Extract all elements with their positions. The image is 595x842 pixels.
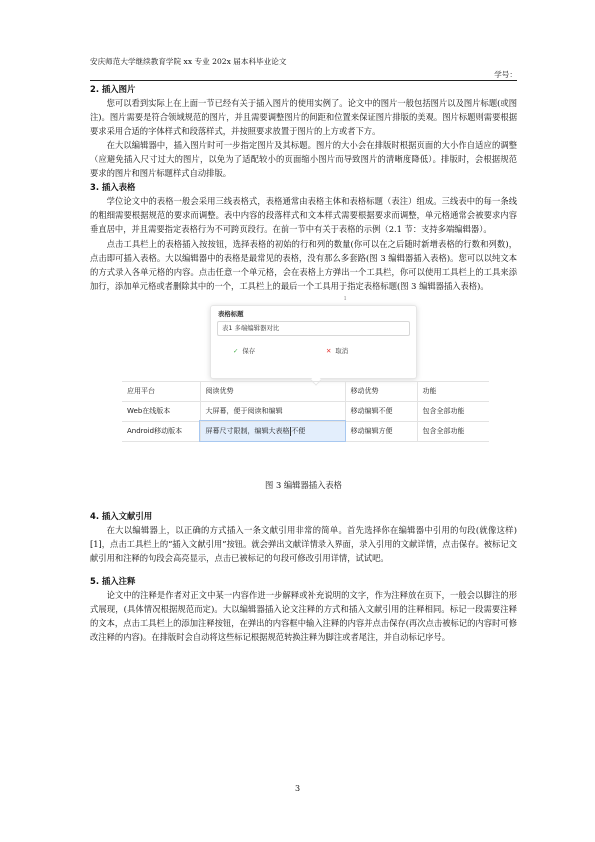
table-cell[interactable]: 移动编辑方便 <box>345 421 417 441</box>
section-insert-note <box>90 574 517 644</box>
cancel-button[interactable] <box>326 346 348 356</box>
section-heading: 2. 插入图片 <box>90 84 136 94</box>
running-header-student-id: 学号： <box>494 70 517 79</box>
save-label: 保存 <box>242 346 256 355</box>
selected-table-cell[interactable] <box>200 421 345 441</box>
header-rule <box>90 80 517 81</box>
table-title-dialog <box>210 305 417 379</box>
table-cell[interactable]: 包含全部功能 <box>417 421 489 441</box>
cancel-label: 取消 <box>335 346 349 355</box>
page-body <box>90 82 517 644</box>
cell-text: 不便 <box>291 427 306 436</box>
paragraph: 论文中的注释是作者对正文中某一内容作进一步解释或补充说明的文字，作为注释放在页下，一般会以脚注的形式展现，(具体情况根据规范而定)。大以编辑器插入论文注释的方式和插入文献引用的注释相同。标记一段需要注释的文本，点击工具栏上的添加注释按钮，在弹出的内容框中输入注释的内容并点击保存(再次点击被标记的内容时可修改注释的内容)。在排版时会自动将这些标记根据规范转换注释为脚注或者尾注，并自动标记序号。 <box>90 589 517 643</box>
table-cell[interactable]: 功能 <box>417 381 489 401</box>
table-cell[interactable]: Web在线版本 <box>122 401 200 421</box>
table-row <box>122 401 489 421</box>
page-number: 3 <box>294 784 301 793</box>
section-insert-image <box>90 82 517 180</box>
paragraph: 在大以编辑器中，插入图片时可一步指定图片及其标题。图片的大小会在排版时根据页面的大小作自适应的调整（应避免插入尺寸过大的图片，以免为了适配较小的页面缩小图片而导致图片的清晰度降低）。排版时，会根据规范要求的图片和图片标题样式自动排版。 <box>90 140 517 179</box>
section-insert-table <box>90 180 517 292</box>
table-cell[interactable]: 大屏幕，便于阅读和编辑 <box>200 401 345 421</box>
editor-table <box>122 381 489 442</box>
table-row <box>122 421 489 441</box>
dialog-title: 表格标题 <box>218 309 244 318</box>
running-header-title: 安庆师范大学继续教育学院 xx 专业 202x 届本科毕业论文 <box>90 57 287 66</box>
table-cell[interactable]: 应用平台 <box>122 381 200 401</box>
text-cursor-mark: ı <box>344 293 347 302</box>
paragraph: 您可以看到实际上在上面一节已经有关于插入图片的使用实例了。论文中的图片一般包括图片以及图片标题(或图注)。图片需要是符合领域规范的图片，并且需要调整图片的间距和位置来保证图片排版的美观。图片标题则需要根据要求采用合适的字体样式和段落样式，并按照要求放置于图片的上方或者下方。 <box>90 98 517 137</box>
table-cell[interactable]: 移动优势 <box>345 381 417 401</box>
section-heading: 3. 插入表格 <box>90 182 136 193</box>
table-cell[interactable]: 包含全部功能 <box>417 401 489 421</box>
cell-text: 屏幕尺寸限制，编辑大表格 <box>205 427 290 436</box>
figure-editor-insert-table <box>90 293 517 509</box>
section-heading: 4. 插入文献引用 <box>90 510 153 521</box>
paragraph: 在大以编辑器上，以正确的方式插入一条文献引用非常的简单。首先选择你在编辑器中引用的句段(就像这样)[1]，点击工具栏上的“插入文献引用”按钮。就会弹出文献详情录入界面，录入引用的文献详情，点击保存。被标记文献引用和注释的句段会高亮显示，点击已被标记的句段可修改引用详情，试试吧。 <box>90 524 517 563</box>
save-button[interactable] <box>233 346 255 356</box>
figure-caption: 图 3 编辑器插入表格 <box>265 479 342 490</box>
table-cell[interactable]: 移动编辑不便 <box>345 401 417 421</box>
check-icon: ✓ <box>233 346 239 355</box>
table-header-row <box>122 381 489 401</box>
paragraph: 学位论文中的表格一般会采用三线表格式，表格通常由表格主体和表格标题（表注）组成。三线表中的每一条线的粗细需要根据规范的要求而调整。表中内容的段落样式和文本样式需要根据要求而调整，单元格通常会被要求内容垂直居中，并且需要指定表格行为不可跨页段行。在前一节中有关于表格的示例（2.1 节：支持多端编辑器）。 <box>90 196 517 235</box>
section-insert-citation <box>90 509 517 565</box>
spacer <box>90 565 517 574</box>
paragraph: 点击工具栏上的表格插入按按钮，选择表格的初始的行和列的数量(你可以在之后随时新增表格的行数和列数)，点击即可插入表格。大以编辑器中的表格是最常见的表格，没有那么多套路(图 3 编辑器插入表格)。您可以以纯文本的方式录入各单元格的内容。点击任意一个单元格，会在表格上方弹出一个工具栏，你可以使用工具栏上的工具来添加行，添加单元格或者删除其中的一个，工具栏上的最后一个工具用于指定表格标题(图 3 编辑器插入表格)。 <box>90 238 517 291</box>
table-cell[interactable]: 阅读优势 <box>200 381 345 401</box>
table-title-input[interactable]: 表1 多端编辑器对比 <box>217 321 410 336</box>
section-heading: 5. 插入注释 <box>90 575 136 586</box>
table-cell[interactable]: Android移动版本 <box>122 421 200 441</box>
close-icon: ✕ <box>326 346 332 355</box>
